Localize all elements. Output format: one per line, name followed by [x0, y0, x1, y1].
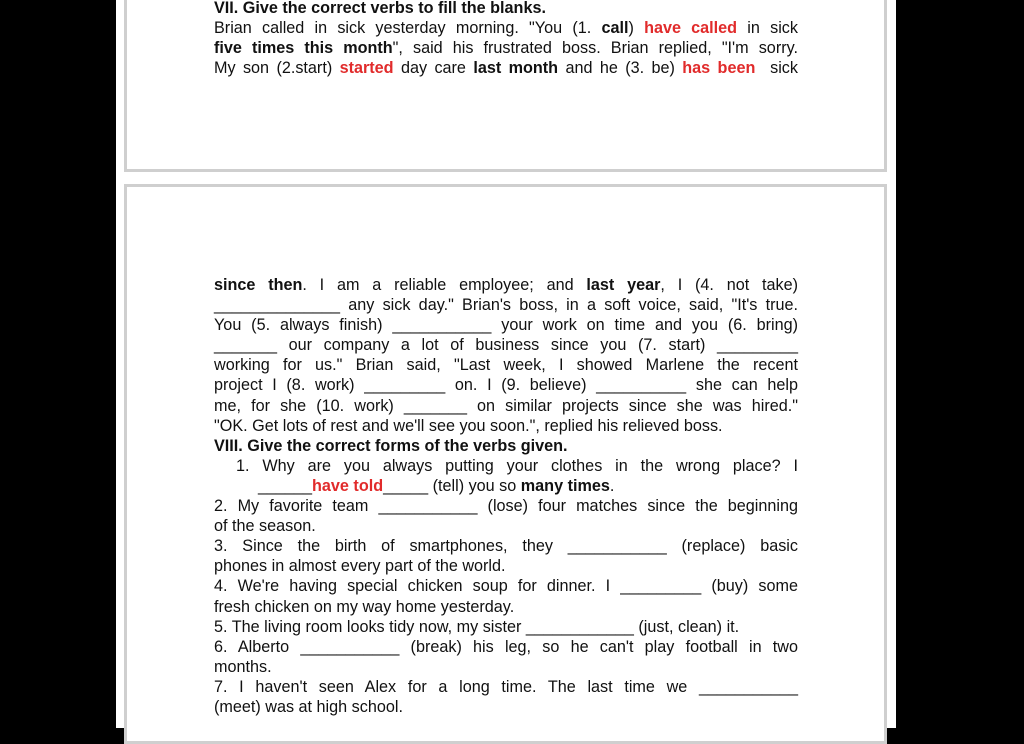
question-5: 5. The living room looks tidy now, my sister ____________ (just, clean) it. [214, 617, 740, 636]
passage-line-2: ______________ any sick day." Brian's boss, in a soft voice, said, "It's true. [214, 296, 798, 315]
exercise-7-line-2: five times this month", said his frustrated boss. Brian replied, "I'm sorry. [214, 39, 798, 58]
question-6-line-2: months. [214, 657, 272, 676]
question-7-line-2: (meet) was at high school. [214, 697, 403, 716]
question-3-line-2: phones in almost every part of the world. [214, 557, 506, 576]
passage-line-3: You (5. always finish) ___________ your work on time and you (6. bring) [214, 316, 798, 335]
exercise-7-block [214, 0, 798, 78]
question-4-line-2: fresh chicken on my way home yesterday. [214, 597, 515, 616]
passage-line-4: _______ our company a lot of business since you (7. start) _________ [214, 336, 798, 355]
exercise-block-continued [214, 275, 798, 717]
section-7-heading: VII. Give the correct verbs to fill the blanks. [214, 0, 546, 17]
passage-line-7: me, for she (10. work) _______ on similar projects since she was hired." [214, 396, 798, 415]
question-7-line-1: 7. I haven't seen Alex for a long time. The last time we ___________ [214, 677, 798, 696]
passage-line-6: project I (8. work) _________ on. I (9. believe) __________ she can help [214, 376, 798, 395]
question-2-line-2: of the season. [214, 517, 316, 536]
question-1-line-1: 1. Why are you always putting your clothes in the wrong place? I [236, 456, 798, 475]
answer-q1: have told [312, 476, 384, 495]
answer-1: have called [644, 19, 738, 38]
exercise-7-line-1: Brian called in sick yesterday morning. "You (1. call) have called in sick [214, 19, 798, 38]
passage-line-1: since then. I am a reliable employee; and last year, I (4. not take) [214, 276, 799, 294]
question-3-line-1: 3. Since the birth of smartphones, they ___________ (replace) basic [214, 537, 798, 556]
question-2-line-1: 2. My favorite team ___________ (lose) four matches since the beginning [214, 497, 798, 516]
section-8-heading: VIII. Give the correct forms of the verbs given. [214, 436, 568, 455]
passage-line-5: working for us." Brian said, "Last week, I showed Marlene the recent [214, 356, 798, 375]
passage-line-8: "OK. Get lots of rest and we'll see you soon.", replied his relieved boss. [214, 416, 723, 435]
answer-3: has been [682, 59, 756, 78]
answer-2: started [339, 59, 394, 78]
exercise-7-line-3: My son (2.start) started day care last month and he (3. be) has been sick [214, 59, 798, 78]
question-1-line-2: ______have told_____ (tell) you so many times. [258, 476, 615, 495]
question-4-line-1: 4. We're having special chicken soup for dinner. I _________ (buy) some [214, 577, 798, 596]
question-6-line-1: 6. Alberto ___________ (break) his leg, so he can't play football in two [214, 637, 798, 656]
